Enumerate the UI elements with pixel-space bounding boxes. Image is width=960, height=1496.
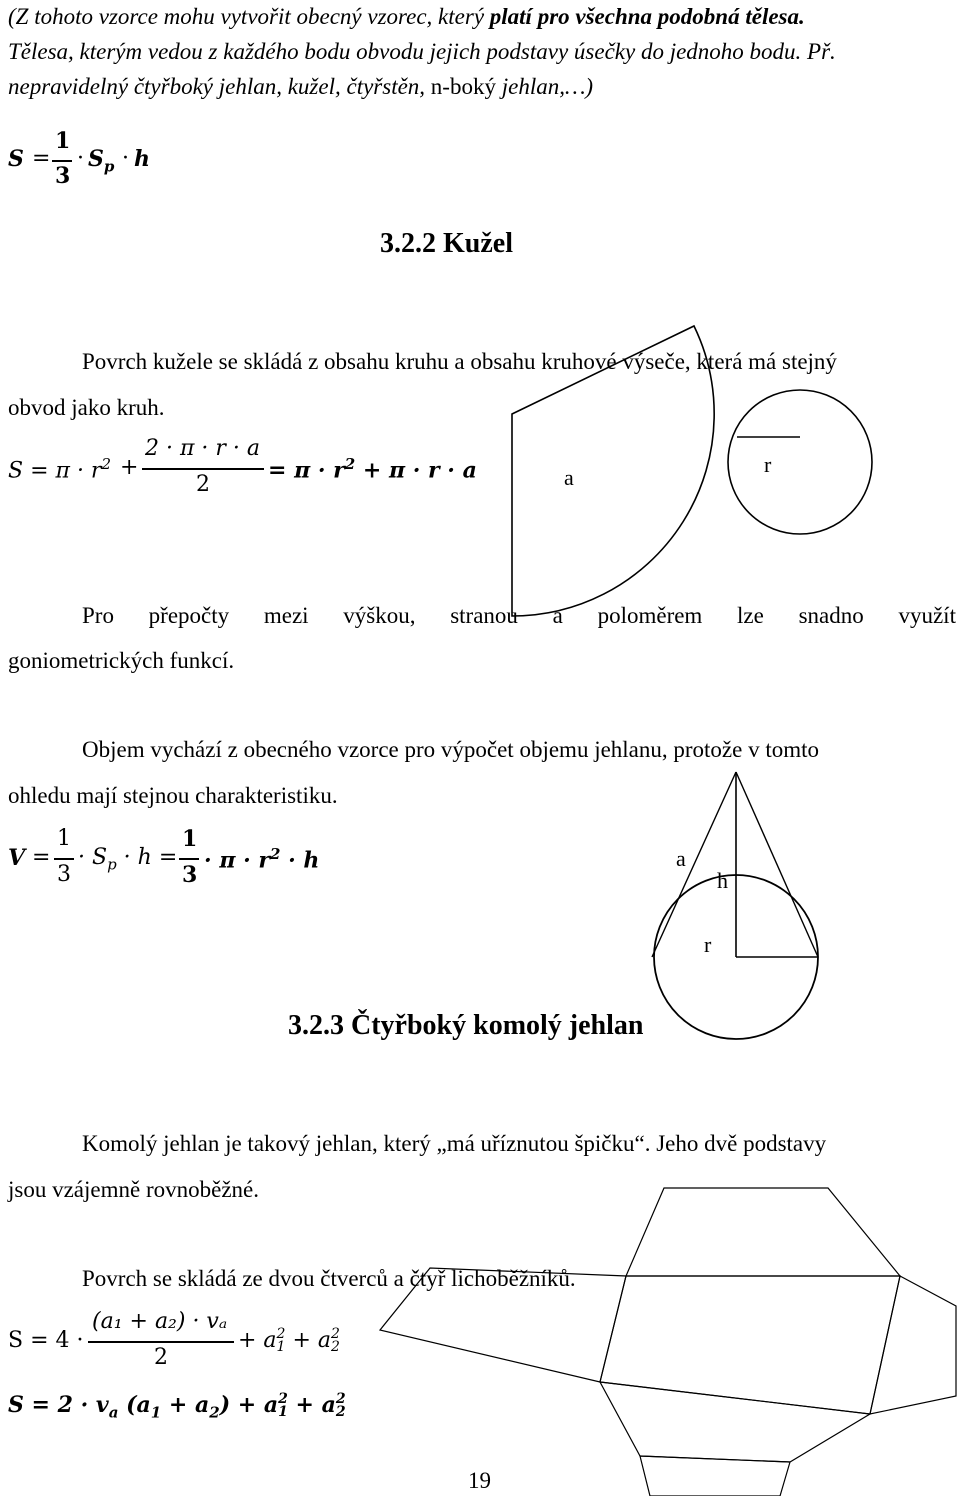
intro-line-2: Tělesa, kterým vedou z každého bodu obvodu jejich podstavy úsečky do jednoho bodu. Př.	[8, 39, 836, 64]
volume-formula-rhs-sup: 2	[270, 845, 281, 863]
frustum-formula2-text: S = 2 · v	[8, 1392, 109, 1418]
cone-label-a: a	[564, 465, 574, 490]
conversion-word: stranou	[450, 603, 518, 628]
frustum-formula2-plus2: + a	[295, 1392, 336, 1418]
volume-formula-num1: 1	[57, 826, 71, 851]
frustum-formula1-den: 2	[154, 1345, 168, 1370]
frustum-formula2-paren: (a	[126, 1392, 151, 1418]
volume-formula-mid2: · h =	[123, 845, 178, 870]
frustum-formula2-sup3: 2	[278, 1391, 288, 1407]
formula-general-num: 1	[55, 128, 71, 154]
frustum-formula2-close: ) + a	[219, 1392, 279, 1418]
frustum-net-large-square	[600, 1276, 900, 1414]
cone-formula-num: 2 · π · r · a	[145, 436, 261, 461]
cone-volume-label-r: r	[704, 932, 712, 957]
formula-general-dot2: ·	[122, 146, 129, 171]
frustum-net-left-trapezoid	[380, 1268, 626, 1382]
cone-formula-den: 2	[196, 472, 210, 497]
frustum-para-1: Komolý jehlan je takový jehlan, který „má uříznutou špičku“. Jeho dvě podstavy	[82, 1131, 827, 1156]
volume-formula-mid-sub: p	[107, 855, 117, 874]
frustum-formula1-sup1: 2	[276, 1326, 286, 1342]
frustum-formula1-sub2: 2	[331, 1339, 340, 1355]
frustum-formula1-plus: + a	[292, 1328, 332, 1353]
frustum-formula2-sub3: 1	[278, 1404, 288, 1420]
formula-general-eq: =	[32, 146, 51, 171]
formula-general-lhs: S	[8, 146, 24, 172]
cone-formula-lhs-text: S = π · r	[8, 458, 102, 484]
conversion-word: snadno	[798, 603, 864, 628]
frustum-formula1-sub1: 1	[276, 1339, 286, 1355]
volume-formula-rhs2: · h	[288, 847, 320, 874]
cone-volume-label-h: h	[717, 868, 728, 893]
frustum-formula1-sup2: 2	[331, 1326, 340, 1342]
volume-formula-eq1: =	[32, 845, 51, 870]
frustum-net-top-trapezoid	[626, 1188, 900, 1276]
frustum-formula2-sub2: 2	[209, 1403, 220, 1422]
formula-general-sp-s: S	[88, 146, 104, 172]
frustum-formula1-rhs-text: + a	[238, 1328, 277, 1353]
conversion-word: a	[552, 603, 563, 628]
cone-formula-plus: +	[120, 455, 139, 480]
page-number: 19	[468, 1468, 491, 1493]
volume-formula-rhs-text: · π · r	[204, 847, 270, 874]
frustum-net-small-square	[640, 1456, 790, 1496]
volume-formula-lhs: V	[8, 845, 26, 871]
section-cone-heading-bold: 3.2.2 Kužel	[380, 228, 513, 259]
conversion-word: mezi	[263, 603, 309, 628]
cone-formula-rhs-sup: 2	[344, 455, 356, 473]
cone-surface-para-2: obvod jako kruh.	[8, 395, 165, 420]
conversion-word: výškou,	[343, 603, 416, 628]
intro-line-3-pre: nepravidelný čtyřboký jehlan, kužel, čtyřstěn,	[8, 74, 431, 99]
conversion-word: lze	[737, 603, 764, 628]
volume-para-1: Objem vychází z obecného vzorce pro výpočet objemu jehlanu, protože v tomto	[82, 737, 820, 762]
cone-formula-rhs-b: + π · r · a	[362, 457, 477, 484]
formula-general-sp-sub: p	[103, 157, 115, 176]
cone-surface-para-1: Povrch kužele se skládá z obsahu kruhu a obsahu kruhové výseče, která má stejný	[82, 349, 837, 374]
conversion-para-2: goniometrických funkcí.	[8, 648, 235, 673]
formula-general-dot1: ·	[77, 146, 84, 171]
frustum-formula2-sub-a: a	[108, 1403, 119, 1422]
formula-general-den: 3	[55, 163, 71, 189]
intro-line-1-bold: platí pro všechna podobná tělesa.	[489, 4, 805, 29]
conversion-word: poloměrem	[597, 603, 703, 628]
volume-para-2: ohledu mají stejnou charakteristiku.	[8, 783, 338, 808]
frustum-formula2-plus: + a	[168, 1392, 210, 1418]
section-frustum-heading-text: 3.2.3 Čtyřboký komolý jehlan	[288, 1010, 644, 1041]
cone-formula-lhs-sup: 2	[101, 455, 111, 473]
cone-volume-label-a: a	[676, 846, 686, 871]
volume-formula-mid-text: · S	[78, 845, 108, 870]
frustum-formula2-sub4: 2	[335, 1404, 346, 1420]
frustum-net-bottom-trapezoid	[600, 1382, 870, 1462]
formula-general-h: h	[134, 146, 150, 172]
conversion-word: využít	[898, 603, 956, 628]
frustum-para-2: jsou vzájemně rovnoběžné.	[8, 1177, 259, 1202]
conversion-word: Pro	[82, 603, 114, 628]
frustum-formula1-lhs: S = 4 ·	[8, 1328, 84, 1353]
cone-formula-rhs-a: = π · r	[268, 457, 345, 484]
volume-formula-den1: 3	[57, 862, 71, 887]
frustum-formula2-sup4: 2	[335, 1391, 346, 1407]
frustum-surface-text: Povrch se skládá ze dvou čtverců a čtyř lichoběžníků.	[82, 1266, 576, 1291]
volume-formula-num2: 1	[182, 826, 198, 852]
intro-line-3-mid: n-boký	[430, 74, 496, 99]
intro-line-3-post: jehlan,…)	[495, 74, 594, 99]
frustum-formula2-sub1: 1	[150, 1403, 162, 1422]
intro-line-1-text: (Z tohoto vzorce mohu vytvořit obecný vzorec, který	[8, 4, 490, 29]
conversion-word: přepočty	[148, 603, 230, 628]
frustum-net-right-trapezoid	[870, 1276, 956, 1414]
cone-label-r: r	[764, 452, 772, 477]
volume-formula-den2: 3	[182, 862, 198, 888]
frustum-formula1-num: (a₁ + a₂) · vₐ	[92, 1309, 228, 1334]
